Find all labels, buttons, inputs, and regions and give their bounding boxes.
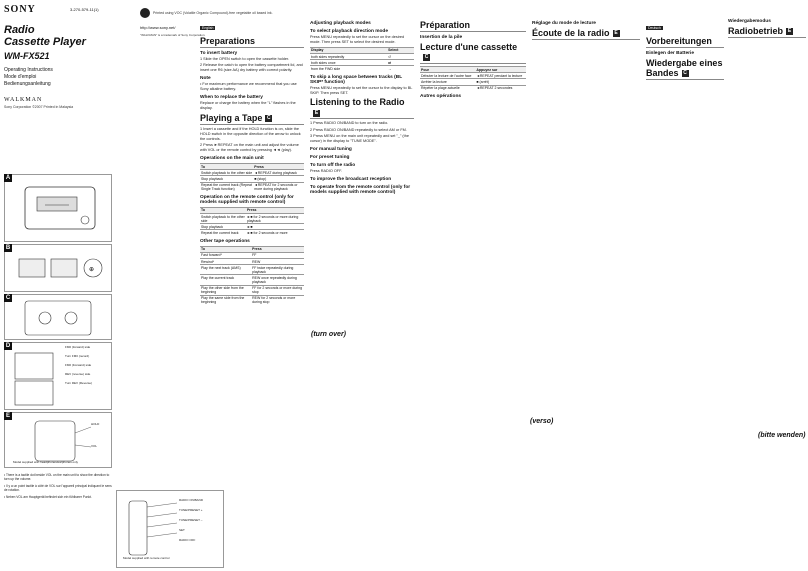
table-header: Select [387, 47, 414, 53]
table-row [200, 182, 304, 192]
operations-main-table [200, 163, 304, 192]
preparations-heading: Preparations [200, 36, 304, 48]
insert-battery-heading: To insert battery [200, 51, 238, 56]
table-cell: ◄REPEAT 2 secondes [475, 85, 526, 91]
table-cell: → [387, 66, 414, 72]
battery-diagram-icon [5, 175, 111, 241]
table-cell: Play the current track [200, 275, 251, 285]
table-header: To [200, 164, 253, 170]
fig-d-label-1: FM0 (forward) side [65, 345, 91, 349]
radio-step-2: 2 Press RADIO ON/BAND repeatedly to select AM or FM. [310, 127, 407, 132]
play-step-2: 2 Press ►REPEAT on the main unit and adjust the volume with VOL or the remote control by pressing ◄◄ (play). [200, 143, 299, 153]
figure-b [4, 244, 112, 292]
table-cell: Play the other side from the beginning [200, 285, 251, 295]
skip-text: Press MENU repeatedly to set the cursor to the display to BL SKIP. Then press SET. [310, 85, 413, 95]
other-ops-table [200, 246, 304, 305]
vol-label: VOL [91, 444, 98, 448]
table-cell: FF twice repeatedly during playback [251, 265, 304, 275]
replace-battery-heading: When to replace the battery [200, 95, 263, 101]
figure-d-label: D [5, 343, 11, 349]
figure-ref-e-fr: E [614, 30, 618, 37]
figure-c [4, 294, 112, 340]
english-tab: English [202, 26, 214, 30]
table-cell: ■ (arrêt) [475, 79, 526, 85]
figure-c-label: C [5, 295, 11, 301]
playing-tape-title: Playing a Tape [200, 112, 263, 123]
table-cell: ◄REPEAT during playback [253, 170, 304, 176]
table-row [200, 214, 304, 224]
cover-title [4, 25, 108, 48]
remote-label-radio: RADIO ON/BAND [179, 498, 204, 502]
wiedergabe-heading [646, 58, 724, 80]
table-row [200, 230, 304, 236]
copyright: Sony Corporation ©2007 Printed in Malaysia [4, 105, 74, 110]
table-cell: ►■ for 2 seconds or more during playback [246, 214, 304, 224]
table-cell: ◄REPEAT for 2 seconds or more during playback [253, 182, 304, 192]
remote-label-tune-minus: TUNE/PRESET – [179, 518, 203, 522]
walkman-logo: WALKMAN [4, 97, 43, 104]
table-cell: Débuter la lecture de l'autre face [420, 73, 475, 79]
table-cell: ◄REPEAT pendant la lecture [475, 73, 526, 79]
model-number: WM-FX521 [4, 51, 50, 62]
instructions-fr: Mode d'emploi [4, 73, 37, 80]
table-cell: Arrêter la lecture [420, 79, 475, 85]
footnote-de: • Neben VOL am Hauptgerät befindet sich ein fühlbarer Punkt. [4, 495, 92, 499]
operate-remote-heading: To operate from the remote control (only for models supplied with remote control) [310, 185, 411, 196]
hold-label: HOLD [91, 422, 100, 426]
turn-off-heading: To turn off the radio [310, 163, 356, 169]
figure-ref-e-de: E [787, 28, 792, 35]
fig-remote-caption: Model supplied with remote control [123, 556, 170, 560]
batterie-heading: Einlegen der Batterie [646, 51, 694, 56]
instructions-de: Bedienungsanleitung [4, 80, 51, 87]
figure-a-label: A [5, 175, 11, 181]
table-header: Press [251, 246, 304, 252]
preset-tuning-heading: For preset tuning [310, 155, 350, 161]
footnotes [4, 470, 112, 499]
figure-ref-c: C [267, 115, 271, 122]
figure-remote [116, 490, 224, 568]
playback-direction-text: Press MENU repeatedly to set the cursor on the desired mode. Then press SET to select the desired mode. [310, 35, 405, 44]
table-header: Appuyez sur [475, 67, 526, 73]
table-row [310, 66, 414, 72]
table-cell: REW [251, 258, 304, 264]
reglage-heading: Réglage du mode de lecture [532, 21, 596, 26]
figure-b-label: B [5, 245, 11, 251]
table-cell: Switch playback to the other side [201, 170, 253, 175]
table-cell: FF for 2 seconds or more during stop [252, 286, 303, 295]
table-cell: ■ (stop) [253, 176, 304, 182]
german-section-2 [728, 16, 806, 426]
preparation-heading: Préparation [420, 20, 526, 32]
ecoute-radio-heading [532, 28, 640, 40]
figure-a [4, 174, 112, 242]
wiedergabe-title: Wiedergabe eines Bandes [646, 58, 723, 78]
fig-d-label-3: FM0 (Forward) side [65, 363, 92, 367]
instructions-list [4, 67, 108, 87]
note-heading: Note [200, 76, 211, 82]
table-cell: FF [251, 252, 304, 258]
note-text: • For maximum performance we recommend that you use Sony alkaline battery. [200, 82, 297, 92]
figure-ref-e: E [314, 109, 319, 116]
deutsch-tab: Deutsch [648, 26, 661, 30]
manual-tuning-heading: For manual tuning [310, 147, 352, 153]
fig-d-label-2: Turn FM0 (record) [65, 354, 90, 358]
insert-pile-heading: Insertion de la pile [420, 35, 463, 40]
verso-note: (verso) [530, 418, 554, 425]
fig-d-label-5: Turn REV (Reverse) [65, 381, 93, 385]
table-row [200, 295, 304, 305]
table-cell: ⇄ [387, 60, 414, 66]
listening-radio-title: Listening to the Radio [310, 97, 405, 108]
table-cell: REW once repeatedly during playback [251, 275, 304, 285]
operations-remote-heading: Operation on the remote control (only for models supplied with remote control) [200, 194, 294, 205]
figure-d [4, 342, 112, 410]
remote-label-off: RADIO OFF [179, 538, 196, 542]
figure-e-label: E [5, 413, 10, 419]
battery-insert-icon [5, 245, 111, 291]
table-header: Press [246, 207, 304, 213]
mode-table [310, 47, 414, 72]
cassette-insert-icon [5, 295, 111, 339]
table-cell: ►■ [246, 224, 304, 230]
cover-title-line1: Radio [4, 24, 35, 36]
adjusting-section [310, 18, 414, 330]
table-row [200, 265, 304, 275]
table-cell: ↺ [387, 54, 414, 60]
trademark: "WALKMAN" is a trademark of Sony Corporation. [140, 33, 206, 37]
table-header: Press [253, 164, 304, 170]
radio-step-3: 3 Press MENU on the main unit repeatedly and set "_" (the cursor) in the display to "TUNE MODE". [310, 134, 409, 144]
table-cell: Fast forward* [200, 252, 251, 258]
table-cell: ►■ for 2 seconds or more [246, 230, 304, 236]
cover-title-line2: Cassette Player [4, 35, 86, 48]
table-cell: from the FWD side [310, 66, 387, 72]
radiobetrieb-heading [728, 26, 806, 38]
bitte-wenden-note: (bitte wenden) [758, 432, 806, 439]
listening-radio-heading [310, 97, 414, 119]
table-cell: both sides repeatedly [310, 54, 387, 60]
playback-direction-heading: To select playback direction mode [310, 29, 389, 34]
wiedergabemodus-heading: Wiedergabemodus [728, 19, 771, 24]
table-cell: Répéter la plage actuelle [420, 85, 475, 91]
figure-ref-c-de: C [683, 70, 687, 77]
footnote-en: • There is a tactile dot beside VOL on the main unit to show the direction to turn up the volume. [4, 473, 110, 481]
footnote-fr: • Il y a un point tactile à côté de VOL sur l'appareil principal indiquant le sens de rotation. [4, 484, 112, 492]
remote-label-set: SET [179, 528, 185, 532]
insert-step-1: 1 Slide the OPEN switch to open the cassette holder. [200, 57, 290, 61]
part-number: 3-270-579-11(1) [70, 7, 99, 12]
play-step-1: 1 Insert a cassette and if the HOLD function is on, slide the HOLD switch in the opposite direction of the arrow to unlock the controls. [200, 126, 301, 141]
english-section [200, 16, 304, 490]
german-section-1 [646, 16, 724, 566]
radiobetrieb-title: Radiobetrieb [728, 26, 784, 36]
vorbereitungen-heading: Vorbereitungen [646, 36, 724, 48]
replace-battery-text: Replace or charge the battery when the "L" flashes in the display. [200, 101, 296, 111]
table-cell: Switch playback to the other side [201, 214, 245, 223]
table-cell: Play the same side from the beginning [200, 295, 251, 305]
table-cell: Repeat the current track [200, 230, 246, 236]
table-header: To [200, 207, 246, 213]
operations-main-heading: Operations on the main unit [200, 156, 264, 162]
french-section-1 [420, 18, 526, 488]
table-row [420, 85, 526, 91]
cover-column [4, 4, 108, 109]
table-row [200, 285, 304, 295]
figure-ref-c-fr: C [424, 54, 429, 61]
autres-heading: Autres opérations [420, 93, 462, 99]
table-cell: Stop playback [200, 224, 246, 230]
sony-logo: SONY [4, 4, 36, 15]
sony-url: http://www.sony.net/ [140, 25, 176, 30]
figure-e [4, 412, 112, 468]
fig-d-label-4: REV (reverse) side [65, 372, 91, 376]
table-header: To [200, 246, 251, 252]
table-header: Display [310, 47, 387, 53]
table-header: Pour [420, 67, 475, 73]
table-cell: REW for 2 seconds or more during stop [251, 295, 304, 305]
turn-over-note: (turn over) [311, 331, 346, 338]
table-cell: Repeat the current track (Repeat Single Track function) [201, 183, 252, 192]
table-cell: Play the next track (AMS) [200, 265, 251, 275]
adjusting-heading: Adjusting playback modes [310, 21, 371, 26]
svg-text:⊕: ⊕ [89, 267, 95, 273]
lecture-table [420, 66, 526, 91]
operations-remote-table [200, 207, 304, 236]
table-cell: Rewind* [200, 258, 251, 264]
eco-text: Printed using VOC (Volatile Organic Compound)-free vegetable oil based ink. [153, 10, 273, 15]
instructions-en: Operating Instructions [4, 67, 53, 74]
insert-step-2: 2 Release the catch to open the battery compartment lid, and insert one R6 (size AA) dry battery with correct polarity. [200, 63, 303, 73]
table-cell: both sides once [310, 60, 387, 66]
playing-tape-heading [200, 113, 304, 125]
ecoute-radio-title: Écoute de la radio [532, 28, 610, 38]
table-cell: Stop playback [200, 176, 253, 182]
turn-off-text: Press RADIO OFF. [310, 169, 343, 174]
french-section-2 [532, 18, 640, 418]
other-ops-heading: Other tape operations [200, 238, 250, 244]
lecture-title: Lecture d'une cassette [420, 42, 518, 52]
fig-e-caption: Model supplied with headphones/earphones only [13, 460, 79, 464]
improve-heading: To improve the broadcast reception [310, 177, 392, 183]
remote-label-tune-plus: TUNE/PRESET + [179, 508, 203, 512]
skip-heading: To skip a long space between tracks (BL SKIP* function) [310, 74, 403, 85]
eco-logo-icon [140, 8, 150, 18]
table-row [200, 275, 304, 285]
radio-step-1: 1 Press RADIO ON/BAND to turn on the radio. [310, 121, 389, 126]
lecture-heading [420, 42, 526, 64]
